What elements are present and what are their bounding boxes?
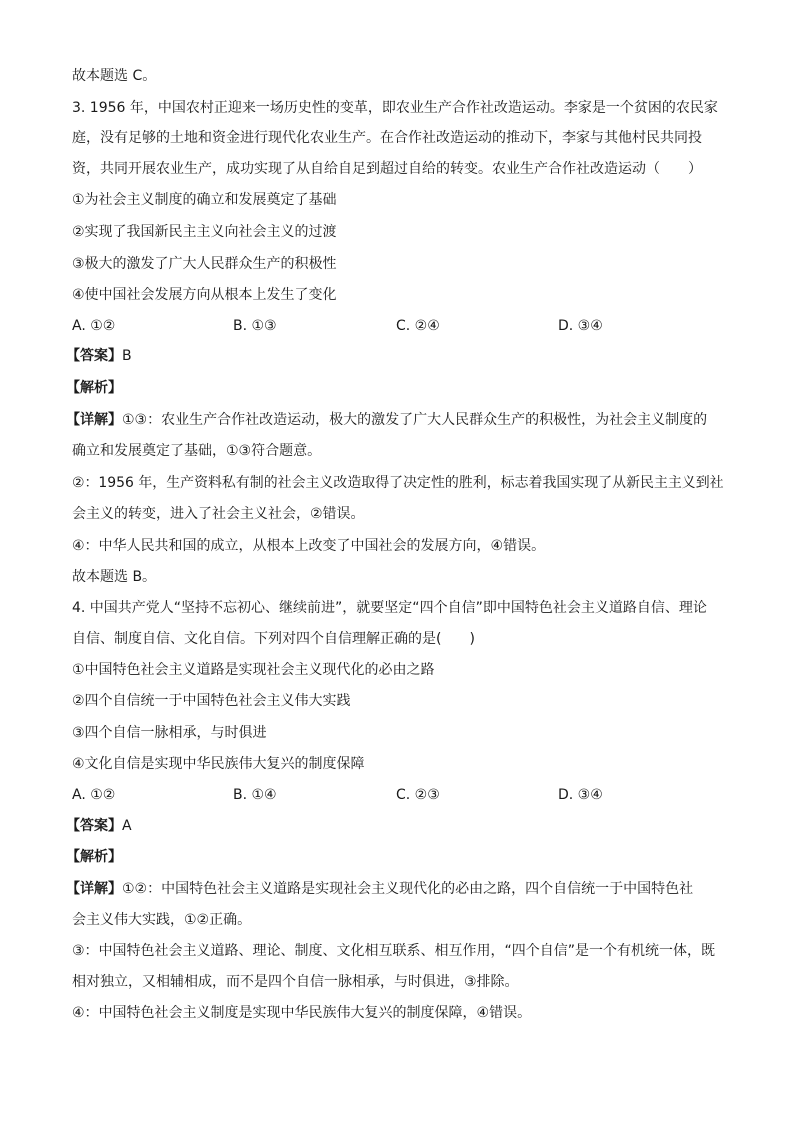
- q4-option-d: D. ③④: [558, 787, 603, 803]
- q3-option-b: B. ①③: [233, 318, 277, 334]
- q4-item-1: ①中国特色社会主义道路是实现社会主义现代化的必由之路: [72, 662, 435, 678]
- answer-value: A: [122, 818, 132, 834]
- q3-item-3: ③极大的激发了广大人民群众生产的积极性: [72, 256, 337, 272]
- detail-text: ①②：中国特色社会主义道路是实现社会主义现代化的必由之路，四个自信统一于中国特色社: [122, 881, 694, 897]
- q3-answer: [66, 346, 132, 366]
- q4-detail-line-5: ④：中国特色社会主义制度是实现中华民族伟大复兴的制度保障，④错误。: [72, 1005, 532, 1021]
- q3-detail-line-4: 会主义的转变，进入了社会主义社会，②错误。: [72, 506, 365, 522]
- q3-detail-line-2: 确立和发展奠定了基础，①③符合题意。: [72, 443, 322, 459]
- q3-analysis-tag: 【解析】: [66, 380, 122, 396]
- q4-stem-line-2: 自信、制度自信、文化自信。下列对四个自信理解正确的是( ): [72, 631, 475, 647]
- q3-stem-line-1: 3. 1956 年，中国农村正迎来一场历史性的变革，即农业生产合作社改造运动。李家是一个贫困的农民家: [72, 100, 718, 116]
- detail-tag: 【详解】: [66, 881, 122, 897]
- q4-detail-line-4: 相对独立，又相辅相成，而不是四个自信一脉相承，与时俱进，③排除。: [72, 974, 519, 990]
- q3-item-4: ④使中国社会发展方向从根本上发生了变化: [72, 287, 337, 303]
- detail-tag: 【详解】: [66, 412, 122, 428]
- q3-option-c: C. ②④: [396, 318, 440, 334]
- q4-detail-line-2: 会主义伟大实践，①②正确。: [72, 912, 252, 928]
- q3-item-1: ①为社会主义制度的确立和发展奠定了基础: [72, 192, 337, 208]
- q3-stem-line-2: 庭，没有足够的土地和资金进行现代化农业生产。在合作社改造运动的推动下，李家与其他村民共同投: [72, 130, 702, 146]
- q3-detail-line-1: [66, 410, 707, 430]
- q3-option-d: D. ③④: [558, 318, 603, 334]
- q3-option-a: A. ①②: [72, 318, 116, 334]
- q4-analysis-tag: 【解析】: [66, 849, 122, 865]
- answer-tag: 【答案】: [66, 348, 122, 364]
- q3-stem-line-3: 资，共同开展农业生产，成功实现了从自给自足到超过自给的转变。农业生产合作社改造运动（ ）: [72, 161, 702, 177]
- answer-tag: 【答案】: [66, 818, 122, 834]
- q4-item-3: ③四个自信一脉相承，与时俱进: [72, 725, 267, 741]
- q4-detail-line-1: [66, 879, 693, 899]
- q4-option-b: B. ①④: [233, 787, 277, 803]
- q4-stem-line-1: 4. 中国共产党人“坚持不忘初心、继续前进”，就要坚定“四个自信”即中国特色社会主义道路自信、理论: [72, 600, 707, 616]
- answer-value: B: [122, 348, 132, 364]
- q3-item-2: ②实现了我国新民主主义向社会主义的过渡: [72, 224, 337, 240]
- q4-option-c: C. ②③: [396, 787, 440, 803]
- previous-conclusion: 故本题选 C。: [72, 68, 157, 84]
- q3-detail-line-3: ②：1956 年，生产资料私有制的社会主义改造取得了决定性的胜利，标志着我国实现了从新民主主义到社: [72, 475, 724, 491]
- q4-item-2: ②四个自信统一于中国特色社会主义伟大实践: [72, 693, 351, 709]
- detail-text: ①③：农业生产合作社改造运动，极大的激发了广大人民群众生产的积极性，为社会主义制度的: [122, 412, 708, 428]
- q4-detail-line-3: ③：中国特色社会主义道路、理论、制度、文化相互联系、相互作用，“四个自信”是一个有机统一体，既: [72, 943, 716, 959]
- q3-detail-line-5: ④：中华人民共和国的成立，从根本上改变了中国社会的发展方向，④错误。: [72, 538, 546, 554]
- q4-answer: [66, 816, 132, 836]
- q4-option-a: A. ①②: [72, 787, 116, 803]
- q3-conclusion: 故本题选 B。: [72, 569, 157, 585]
- q4-item-4: ④文化自信是实现中华民族伟大复兴的制度保障: [72, 756, 365, 772]
